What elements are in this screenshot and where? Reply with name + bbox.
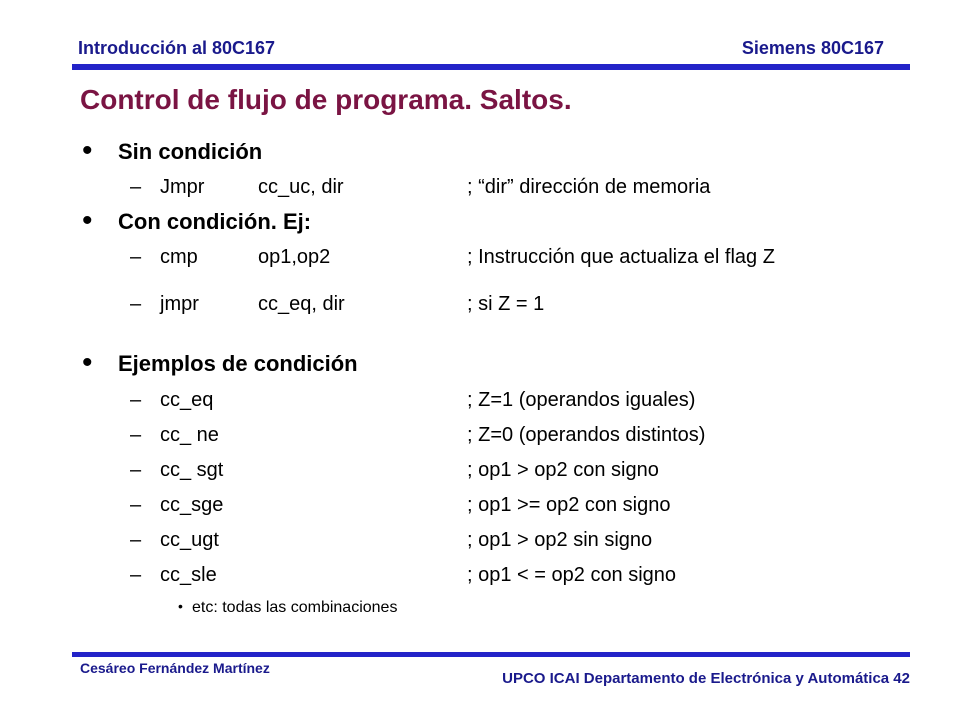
condition-comment: ; op1 >= op2 con signo xyxy=(467,494,671,516)
dash-marker: – xyxy=(130,293,142,315)
instruction-operands: cc_uc, dir xyxy=(258,176,344,198)
condition-comment: ; Z=1 (operandos iguales) xyxy=(467,389,696,411)
dash-marker: – xyxy=(130,494,142,516)
condition-comment: ; op1 > op2 con signo xyxy=(467,459,659,481)
instruction-operands: op1,op2 xyxy=(258,246,331,268)
header-left: Introducción al 80C167 xyxy=(78,38,276,58)
condition-comment: ; op1 < = op2 con signo xyxy=(467,564,677,586)
bullet-dot: • xyxy=(82,204,93,237)
instruction-comment: ; “dir” dirección de memoria xyxy=(467,176,711,198)
section-heading: Sin condición xyxy=(118,139,263,164)
dash-marker: – xyxy=(130,246,142,268)
condition-code: cc_eq xyxy=(160,389,214,411)
dash-marker: – xyxy=(130,389,142,411)
slide-title: Control de flujo de programa. Saltos. xyxy=(80,84,572,115)
condition-code: cc_ugt xyxy=(160,529,219,551)
instruction-comment: ; Instrucción que actualiza el flag Z xyxy=(467,246,775,268)
section-heading: Ejemplos de condición xyxy=(118,351,358,376)
condition-code: cc_ sgt xyxy=(160,459,224,481)
instruction-comment: ; si Z = 1 xyxy=(467,293,545,315)
top-rule xyxy=(72,64,910,70)
condition-comment: ; Z=0 (operandos distintos) xyxy=(467,424,706,446)
dash-marker: – xyxy=(130,424,142,446)
dash-marker: – xyxy=(130,529,142,551)
dash-marker: – xyxy=(130,459,142,481)
instruction-mnemonic: Jmpr xyxy=(160,176,205,198)
header-right: Siemens 80C167 xyxy=(741,38,884,58)
sub-bullet-text: etc: todas las combinaciones xyxy=(192,599,398,616)
condition-comment: ; op1 > op2 sin signo xyxy=(467,529,653,551)
instruction-mnemonic: jmpr xyxy=(160,293,199,315)
bullet-dot: • xyxy=(82,346,93,379)
instruction-mnemonic: cmp xyxy=(160,246,198,268)
bullet-dot: • xyxy=(82,134,93,167)
footer-author: Cesáreo Fernández Martínez xyxy=(80,660,270,676)
condition-code: cc_ ne xyxy=(160,424,219,446)
dash-marker: – xyxy=(130,564,142,586)
instruction-operands: cc_eq, dir xyxy=(258,293,345,315)
condition-code: cc_sge xyxy=(160,494,224,516)
footer-institution: UPCO ICAI Departamento de Electrónica y Automática 42 xyxy=(502,670,910,687)
dash-marker: – xyxy=(130,176,142,198)
condition-code: cc_sle xyxy=(160,564,217,586)
section-heading: Con condición. Ej: xyxy=(118,209,312,234)
sub-bullet-dot: • xyxy=(178,598,183,614)
bottom-rule xyxy=(72,652,910,657)
